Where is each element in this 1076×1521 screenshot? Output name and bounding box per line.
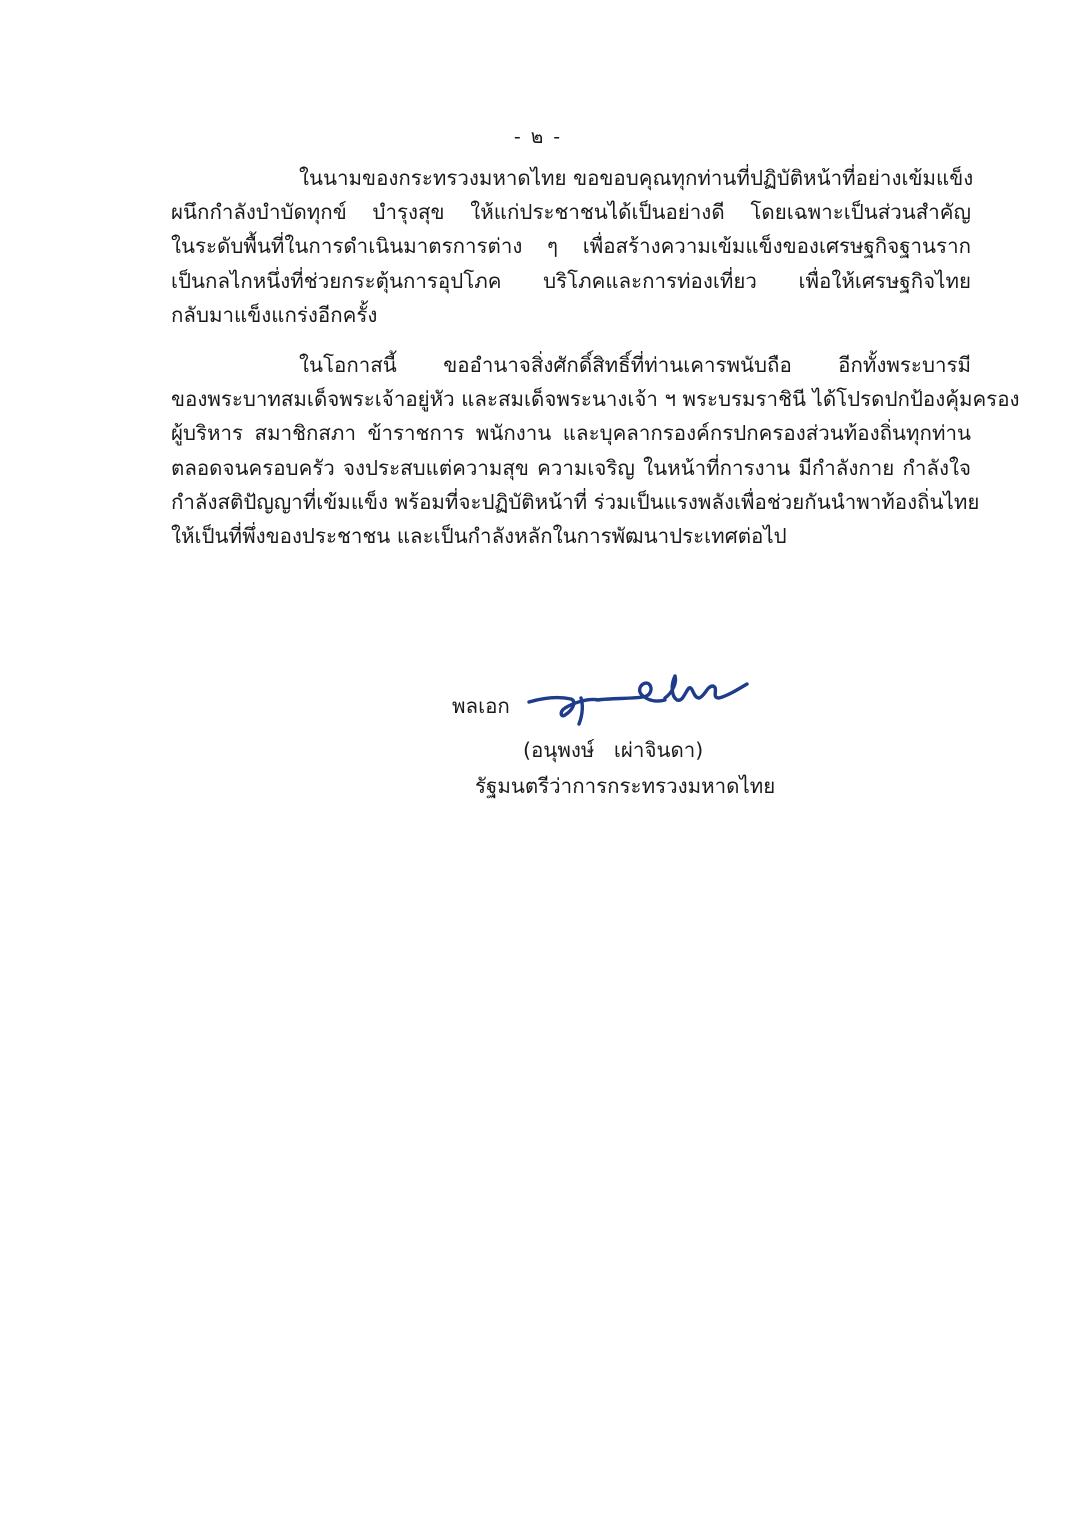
paragraph-line: ในโอกาสนี้ ขออำนาจสิ่งศักดิ์สิทธิ์ที่ท่านเคารพนับถือ อีกทั้งพระบารมี xyxy=(299,353,971,377)
signer-name: (อนุพงษ์ เผ่าจินดา) xyxy=(523,738,704,762)
paragraph-line: ในนามของกระทรวงมหาดไทย ขอขอบคุณทุกท่านที่ปฏิบัติหน้าที่อย่างเข้มแข็ง xyxy=(299,166,974,190)
paragraph-line: เป็นกลไกหนึ่งที่ช่วยกระตุ้นการอุปโภค บริโภคและการท่องเที่ยว เพื่อให้เศรษฐกิจไทย xyxy=(171,268,971,293)
paragraph-line: ในระดับพื้นที่ในการดำเนินมาตรการต่าง ๆ เพื่อสร้างความเข้มแข็งของเศรษฐกิจฐานราก xyxy=(171,234,971,259)
paragraph-line: ให้เป็นที่พึ่งของประชาชน และเป็นกำลังหลักในการพัฒนาประเทศต่อไป xyxy=(171,524,787,549)
handwritten-signature xyxy=(525,668,765,728)
paragraph-line: ผนึกกำลังบำบัดทุกข์ บำรุงสุข ให้แก่ประชาชนได้เป็นอย่างดี โดยเฉพาะเป็นส่วนสำคัญ xyxy=(171,200,971,225)
paragraph-line: ของพระบาทสมเด็จพระเจ้าอยู่หัว และสมเด็จพระนางเจ้า ฯ พระบรมราชินี ได้โปรดปกป้องคุ้มครอง xyxy=(171,387,1020,412)
paragraph-1 xyxy=(171,161,974,332)
signer-title: รัฐมนตรีว่าการกระทรวงมหาดไทย xyxy=(475,774,776,798)
page-number: - ๒ - xyxy=(513,126,563,148)
paragraph-2 xyxy=(171,348,1020,553)
paragraph-line: กำลังสติปัญญาที่เข้มแข็ง พร้อมที่จะปฏิบัติหน้าที่ ร่วมเป็นแรงพลังเพื่อช่วยกันนำพาท้องถิ่นไทย xyxy=(171,489,980,514)
paragraph-line: ผู้บริหาร สมาชิกสภา ข้าราชการ พนักงาน และบุคลากรองค์กรปกครองส่วนท้องถิ่นทุกท่าน xyxy=(171,421,971,446)
signature-block xyxy=(440,668,800,808)
paragraph-line: ตลอดจนครอบครัว จงประสบแต่ความสุข ความเจริญ ในหน้าที่การงาน มีกำลังกาย กำลังใจ xyxy=(171,455,971,480)
paragraph-line: กลับมาแข็งแกร่งอีกครั้ง xyxy=(171,302,378,327)
signer-rank: พลเอก xyxy=(452,694,510,718)
